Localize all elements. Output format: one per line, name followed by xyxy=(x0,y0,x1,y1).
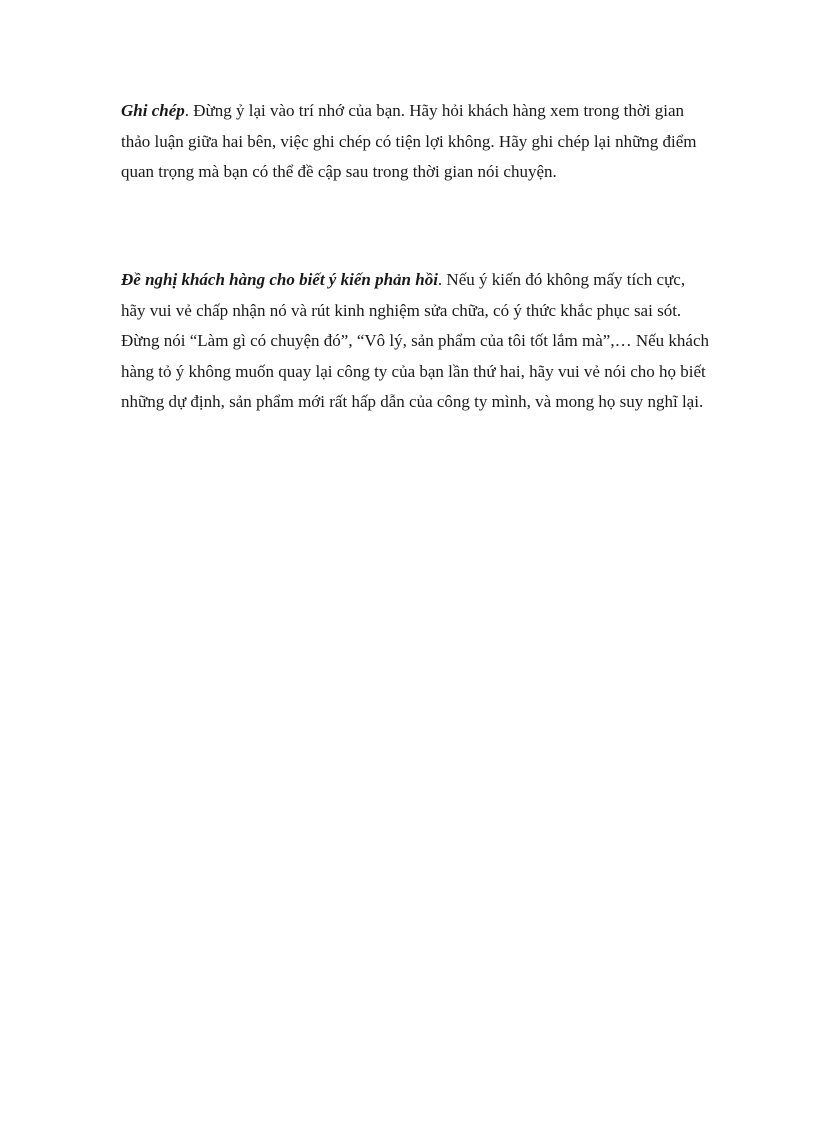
paragraph-heading: Đề nghị khách hàng cho biết ý kiến phản hồi xyxy=(121,270,438,289)
paragraph-ask-feedback xyxy=(121,265,711,418)
paragraph-body: . Nếu ý kiến đó không mấy tích cực, hãy vui vẻ chấp nhận nó và rút kinh nghiệm sửa chữa, có ý thức khắc phục sai sót. Đừng nói “Làm gì có chuyện đó”, “Vô lý, sản phẩm của tôi tốt lắm mà”,… Nếu khách hàng tỏ ý không muốn quay lại công ty của bạn lần thứ hai, hãy vui vẻ nói cho họ biết những dự định, sản phẩm mới rất hấp dẫn của công ty mình, và mong họ suy nghĩ lại. xyxy=(121,270,709,411)
paragraph-body: . Đừng ỷ lại vào trí nhớ của bạn. Hãy hỏi khách hàng xem trong thời gian thảo luận giữa hai bên, việc ghi chép có tiện lợi không. Hãy ghi chép lại những điểm quan trọng mà bạn có thể đề cập sau trong thời gian nói chuyện. xyxy=(121,101,697,181)
paragraph-heading: Ghi chép xyxy=(121,101,185,120)
paragraph-note-taking xyxy=(121,96,711,188)
